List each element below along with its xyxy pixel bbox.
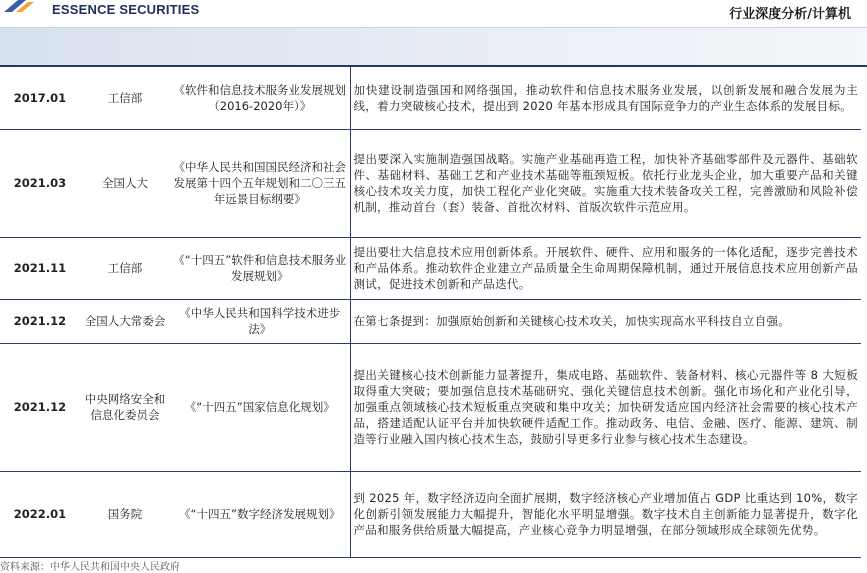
row-content: 到 2025 年，数字经济迈向全面扩展期，数字经济核心产业增加值占 GDP 比重达到 10%，数字化创新引领发展能力大幅提升，智能化水平明显增强。数字技术自主创新能力显著提升，数字化产品和服务供给质量大幅提高，产业核心竞争力明显增强，在部分领域形成全球领先优势。 xyxy=(350,471,861,557)
row-date: 2017.01 xyxy=(0,67,80,129)
policy-table xyxy=(0,67,861,558)
row-date: 2022.01 xyxy=(0,471,80,557)
row-document: 《中华人民共和国国民经济和社会发展第十四个五年规划和二〇三五年远景目标纲要》 xyxy=(170,129,350,237)
row-date: 2021.11 xyxy=(0,237,80,299)
row-org: 全国人大 xyxy=(80,129,170,237)
table-row xyxy=(0,343,861,471)
row-content: 提出要深入实施制造强国战略。实施产业基础再造工程，加快补齐基础零部件及元器件、基础软件、基础材料、基础工艺和产业技术基础等瓶颈短板。依托行业龙头企业，加大重要产品和关键核心技术攻关力度，加快工程化产业化突破。实施重大技术装备攻关工程，完善激励和风险补偿机制，推动首台（套）装备、首批次材料、首版次软件示范应用。 xyxy=(350,129,861,237)
row-org: 工信部 xyxy=(80,237,170,299)
brand-name: ESSENCE SECURITIES xyxy=(52,2,200,17)
row-org: 全国人大常委会 xyxy=(80,299,170,343)
row-document: 《“十四五”国家信息化规划》 xyxy=(170,343,350,471)
table-row xyxy=(0,129,861,237)
table-row xyxy=(0,67,861,129)
table-row xyxy=(0,299,861,343)
table-row xyxy=(0,471,861,557)
report-type: 行业深度分析/计算机 xyxy=(729,7,851,22)
row-document: 《中华人民共和国科学技术进步法》 xyxy=(170,299,350,343)
row-org: 中央网络安全和信息化委员会 xyxy=(80,343,170,471)
page-header xyxy=(0,0,867,28)
essence-logo-icon xyxy=(4,0,38,12)
row-date: 2021.03 xyxy=(0,129,80,237)
row-date: 2021.12 xyxy=(0,299,80,343)
row-content: 加快建设制造强国和网络强国，推动软件和信息技术服务业发展，以创新发展和融合发展为主线，着力突破核心技术，提出到 2020 年基本形成具有国际竞争力的产业生态体系的发展目标。 xyxy=(350,67,861,129)
row-org: 工信部 xyxy=(80,67,170,129)
row-document: 《软件和信息技术服务业发展规划（2016-2020年）》 xyxy=(170,67,350,129)
row-content: 提出要壮大信息技术应用创新体系。开展软件、硬件、应用和服务的一体化适配，逐步完善技术和产品体系。推动软件企业建立产品质量全生命周期保障机制，通过开展信息技术应用创新产品测试，促进技术创新和产品迭代。 xyxy=(350,237,861,299)
row-content: 在第七条提到：加强原始创新和关键核心技术攻关，加快实现高水平科技自立自强。 xyxy=(350,299,861,343)
row-date: 2021.12 xyxy=(0,343,80,471)
table-row xyxy=(0,237,861,299)
row-content: 提出关键核心技术创新能力显著提升，集成电路、基础软件、装备材料、核心元器件等 8 大短板取得重大突破；要加强信息技术基础研究、强化关键信息技术创新。强化市场化和产业化引导，加强重点领域核心技术短板重点突破和集中攻关；加快研发适应国内经济社会需要的核心技术产品，搭建适配认证平台并加快软硬件适配工作。推动政务、电信、金融、医疗、能源、建筑、制造等行业融入国内核心技术生态，鼓励引导更多行业参与核心技术生态建设。 xyxy=(350,343,861,471)
source-note: 资料来源：中华人民共和国中央人民政府 xyxy=(0,562,180,573)
row-org: 国务院 xyxy=(80,471,170,557)
row-document: 《“十四五”软件和信息技术服务业发展规划》 xyxy=(170,237,350,299)
row-document: 《“十四五”数字经济发展规划》 xyxy=(170,471,350,557)
header-band xyxy=(0,27,867,66)
